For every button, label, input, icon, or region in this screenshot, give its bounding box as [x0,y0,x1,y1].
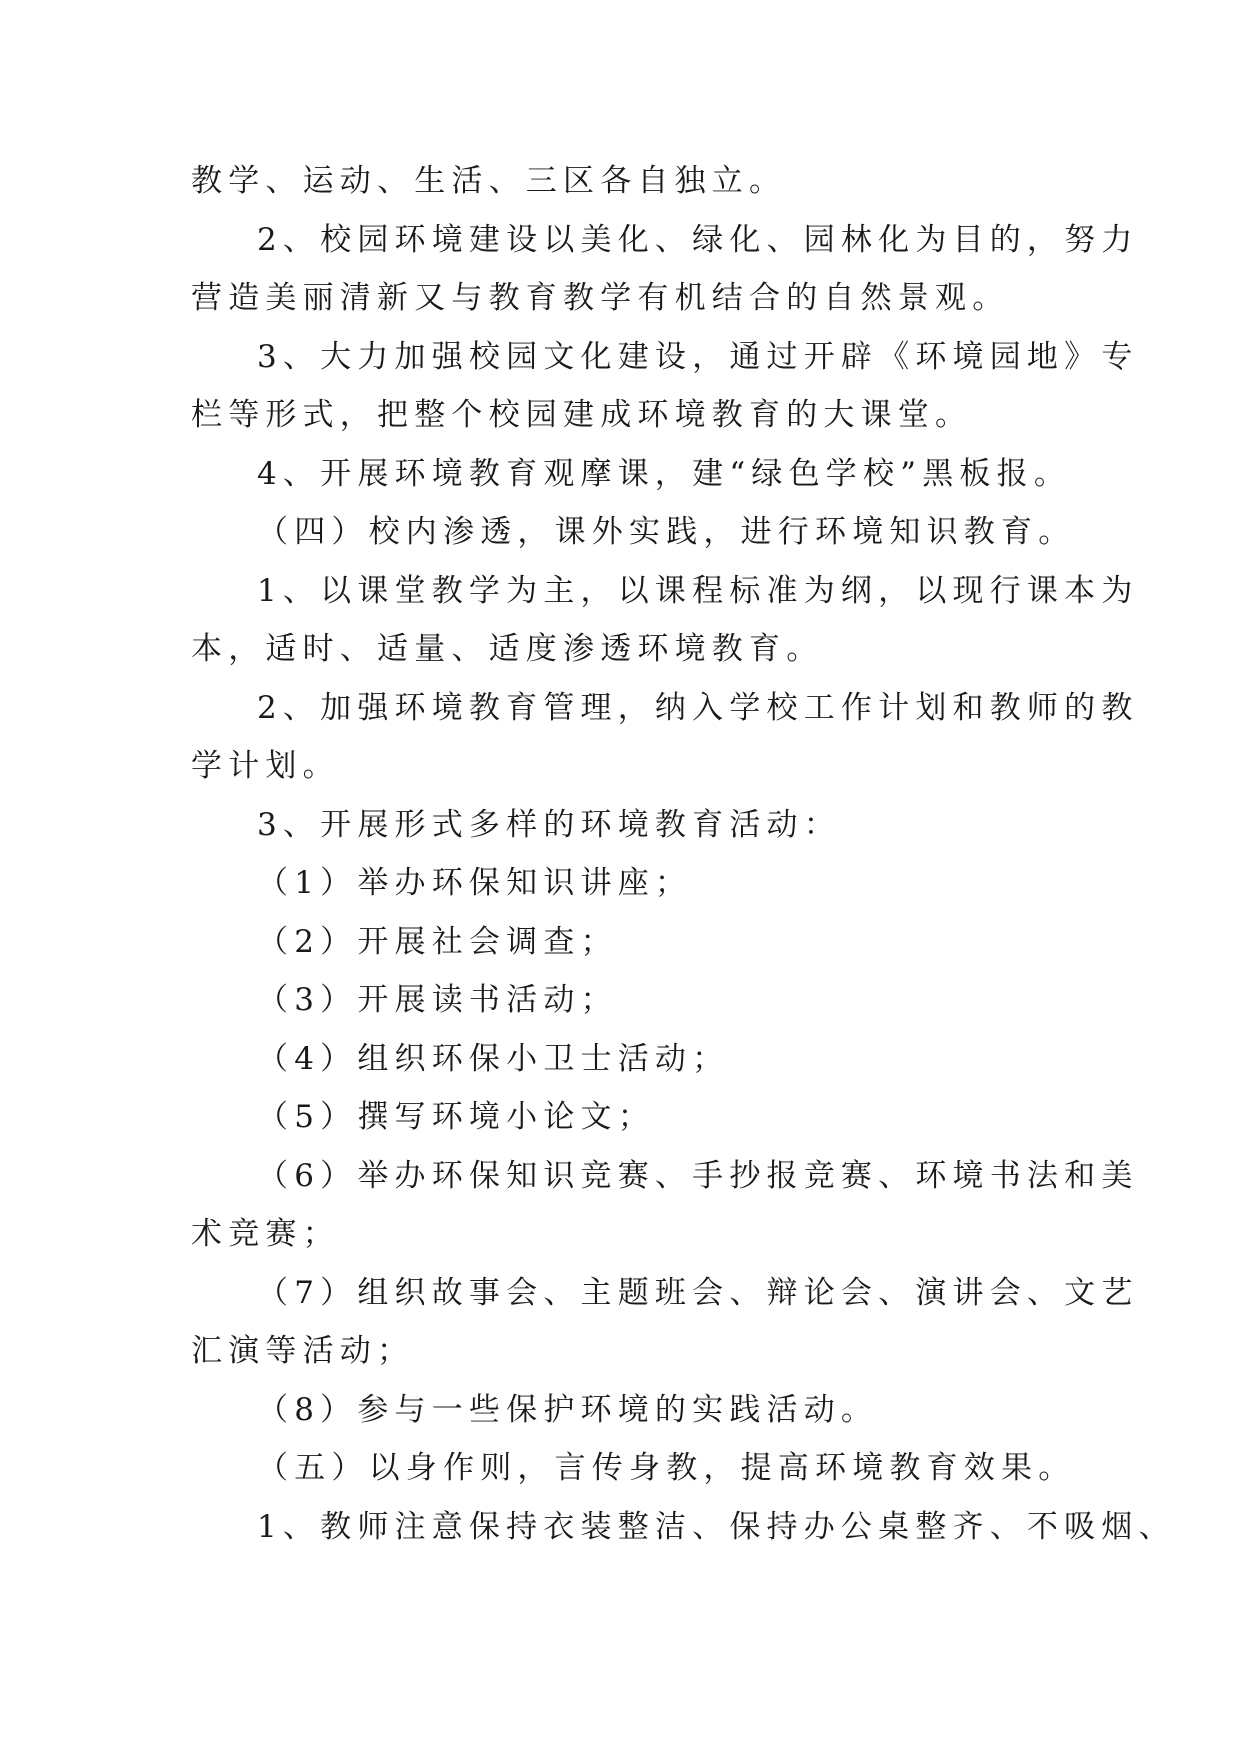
paragraph-line: 1、以课堂教学为主，以课程标准为纲，以现行课本为 [257,572,1139,609]
paragraph-line: 2、校园环境建设以美化、绿化、园林化为目的，努力 [257,221,1139,258]
paragraph-line: 2、加强环境教育管理，纳入学校工作计划和教师的教 [257,689,1139,726]
list-item-continuation: 汇演等活动； [191,1333,415,1369]
paragraph-line: 3、大力加强校园文化建设，通过开辟《环境园地》专 [257,338,1139,375]
paragraph-line: 3、开展形式多样的环境教育活动： [257,806,841,843]
paragraph-line: 栏等形式，把整个校园建成环境教育的大课堂。 [191,397,973,433]
list-item: （1）举办环保知识讲座； [257,865,693,901]
list-item: （4）组织环保小卫士活动； [257,1040,730,1077]
paragraph-line: 4、开展环境教育观摩课，建“绿色学校”黑板报。 [257,455,1072,492]
list-item: （6）举办环保知识竞赛、手抄报竞赛、环境书法和美 [257,1157,1139,1194]
list-item-continuation: 术竞赛； [191,1216,340,1252]
list-item: （3）开展读书活动； [257,982,618,1018]
section-heading: （五）以身作则，言传身教，提高环境教育效果。 [257,1450,1076,1486]
list-item: （8）参与一些保护环境的实践活动。 [257,1391,879,1428]
section-heading: （四）校内渗透，课外实践，进行环境知识教育。 [257,514,1076,550]
paragraph-line: 营造美丽清新又与教育教学有机结合的自然景观。 [191,280,1010,316]
body-text [191,152,1176,1556]
list-item: （7）组织故事会、主题班会、辩论会、演讲会、文艺 [257,1274,1139,1311]
list-item: （5）撰写环境小论文； [257,1099,655,1135]
paragraph-line: 学计划。 [191,748,340,784]
paragraph-line: 1、教师注意保持衣装整洁、保持办公桌整齐、不吸烟、 [257,1508,1176,1545]
paragraph-line: 本，适时、适量、适度渗透环境教育。 [191,631,824,667]
paragraph-line: 教学、运动、生活、三区各自独立。 [191,163,787,199]
list-item: （2）开展社会调查； [257,923,618,960]
